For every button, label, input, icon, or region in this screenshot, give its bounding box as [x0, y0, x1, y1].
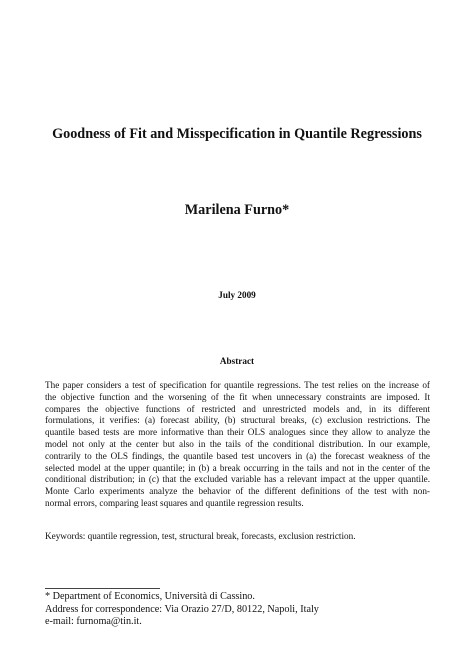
abstract-line: compares the objective functions of restricted and unrestricted models and, in its different — [45, 403, 430, 414]
publication-date: July 2009 — [218, 290, 256, 300]
footnote-divider — [45, 588, 160, 589]
abstract-line: Monte Carlo experiments analyze the behavior of the different definitions of the test with non- — [45, 486, 430, 497]
footnote-address: Address for correspondence: Via Orazio 27/D, 80122, Napoli, Italy — [45, 603, 319, 615]
abstract-body — [45, 380, 430, 510]
footnote-email: e-mail: furnoma@tin.it. — [45, 616, 142, 628]
abstract-line: conditional distribution; in (c) that the excluded variable has a relevant impact at the upper quantile. — [45, 474, 430, 485]
abstract-line: the objective function and the worsening of the fit when unnecessary constraints are imposed. It — [45, 391, 430, 402]
abstract-line: normal errors, comparing least squares and quantile regression results. — [45, 497, 304, 508]
abstract-line: selected model at the upper quantile; in (b) a break occurring in the tails and not in the center of the — [45, 462, 430, 473]
abstract-heading: Abstract — [219, 356, 255, 366]
abstract-line: The paper considers a test of specification for quantile regressions. The test relies on the increase of — [45, 380, 430, 390]
author-name: Marilena Furno* — [184, 202, 290, 218]
keywords: Keywords: quantile regression, test, structural break, forecasts, exclusion restriction. — [45, 531, 356, 541]
footnotes — [45, 591, 319, 629]
abstract-line: contrarily to the OLS findings, the quantile based test uncovers in (a) the forecast weakness of the — [45, 450, 430, 461]
abstract-line: formulations, it verifies: (a) forecast ability, (b) structural breaks, (c) exclusion restrictions. The — [45, 415, 430, 426]
footnote-affiliation: * Department of Economics, Università di Cassino. — [45, 591, 255, 602]
abstract-line: quantile based tests are more informative than their OLS analogues since they allow to analyze the — [45, 427, 430, 438]
paper-title: Goodness of Fit and Misspecification in Quantile Regressions — [52, 126, 422, 142]
abstract-line: model not only at the center but also in the tails of the conditional distribution. In our example, — [45, 438, 430, 449]
